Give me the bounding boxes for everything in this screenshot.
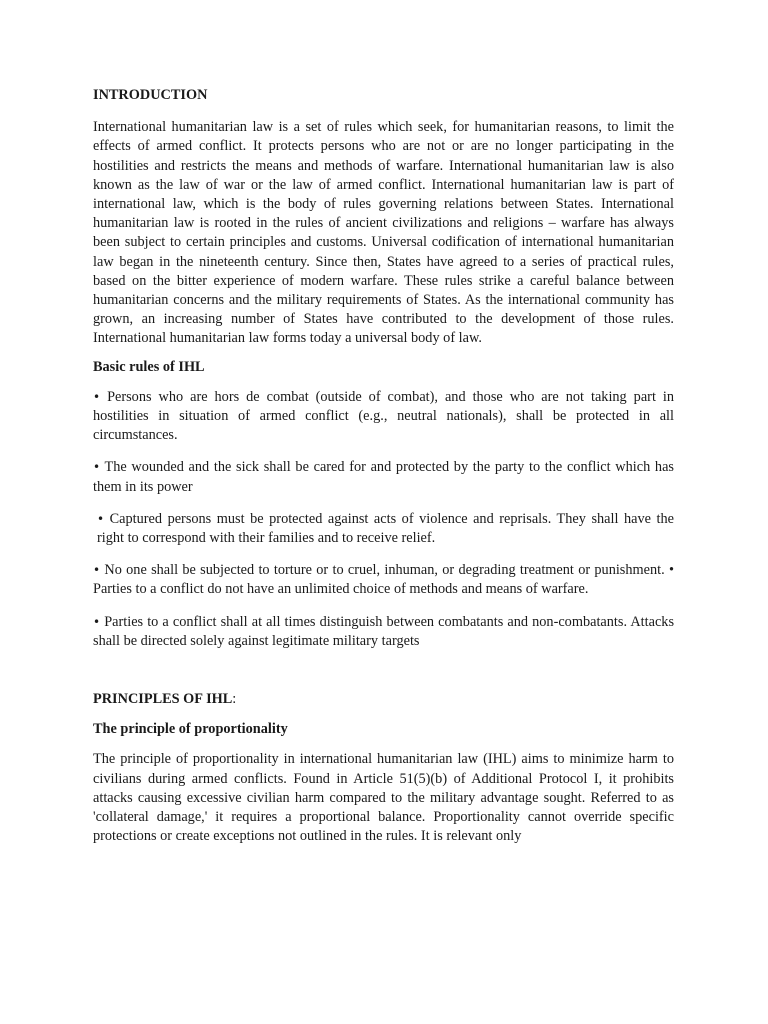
basic-rule-item <box>93 458 674 496</box>
bullet-icon: • <box>93 460 101 475</box>
bullet-icon: • <box>93 389 101 404</box>
principles-heading <box>93 690 674 709</box>
bullet-icon: • <box>93 563 101 578</box>
basic-rule-text: The wounded and the sick shall be cared for and protected by the party to the conflict which has them in its power <box>93 459 674 495</box>
document-page <box>93 86 674 847</box>
basic-rule-text: Captured persons must be protected against acts of violence and reprisals. They shall have the right to correspond with their families and to receive relief. <box>97 510 674 547</box>
bullet-icon: • <box>93 614 101 629</box>
basic-rule-item <box>93 561 674 599</box>
principles-heading-text: PRINCIPLES OF IHL <box>93 691 233 708</box>
proportionality-paragraph: The principle of proportionality in international humanitarian law (IHL) aims to minimize harm to civilians during armed conflicts. Found in Article 51(5)(b) of Additional Protocol I, it prohibits attacks causing excessive civilian harm compared to the military advantage sought. Referred to as 'collateral damage,' it requires a proportional balance. Proportionality cannot override specific protections or create exceptions not outlined in the rules. It is relevant only <box>93 751 674 845</box>
principles-heading-colon: : <box>232 691 237 708</box>
introduction-paragraph: International humanitarian law is a set of rules which seek, for humanitarian reasons, to limit the effects of armed conflict. It protects persons who are not or are no longer participating in the hostilities and restricts the means and methods of warfare. International humanitarian law is also known as the law of war or the law of armed conflict. International humanitarian law is part of international law, which is the body of rules governing relations between States. International humanitarian law is rooted in the rules of ancient civilizations and religions – warfare has always been subject to certain principles and customs. Universal codification of international humanitarian law began in the nineteenth century. Since then, States have agreed to a series of practical rules, based on the bitter experience of modern warfare. These rules strike a careful balance between humanitarian concerns and the military requirements of States. As the international community has grown, an increasing number of States have contributed to the development of those rules. International humanitarian law forms today a universal body of law. <box>93 119 674 347</box>
basic-rule-item <box>93 613 674 651</box>
basic-rule-item <box>93 388 674 446</box>
basic-rule-text: No one shall be subjected to torture or to cruel, inhuman, or degrading treatment or punishment. • Parties to a conflict do not have an unlimited choice of methods and means of warfare. <box>93 562 674 598</box>
bullet-icon: • <box>97 511 105 526</box>
basic-rule-text: Parties to a conflict shall at all times distinguish between combatants and non-combatants. Attacks shall be directed solely against legitimate military targets <box>93 613 675 649</box>
introduction-heading: INTRODUCTION <box>93 87 208 103</box>
basic-rule-item <box>93 510 674 548</box>
basic-rule-text: Persons who are hors de combat (outside of combat), and those who are not taking part in hostilities in situation of armed conflict (e.g., neutral nationals), shall be protected in all circumstances. <box>93 388 675 444</box>
proportionality-heading: The principle of proportionality <box>93 721 288 738</box>
basic-rules-heading: Basic rules of IHL <box>93 358 205 375</box>
